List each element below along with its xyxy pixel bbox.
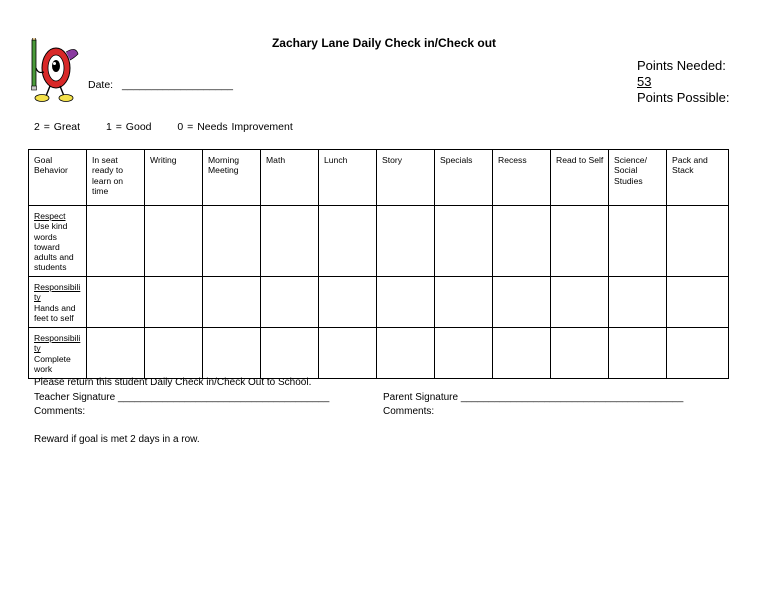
score-cell[interactable]	[667, 206, 729, 277]
header-cell: Goal Behavior	[29, 150, 87, 206]
table-row	[29, 277, 729, 328]
score-cell[interactable]	[87, 206, 145, 277]
goal-cell	[29, 206, 87, 277]
score-cell[interactable]	[145, 206, 203, 277]
goal-title: Responsibili ty	[34, 282, 81, 303]
score-cell[interactable]	[319, 328, 377, 379]
score-cell[interactable]	[261, 206, 319, 277]
score-cell[interactable]	[435, 328, 493, 379]
score-cell[interactable]	[319, 206, 377, 277]
score-cell[interactable]	[377, 206, 435, 277]
teacher-signature-line[interactable]: Teacher Signature ______________________________________	[34, 392, 330, 403]
header-cell: Math	[261, 150, 319, 206]
table-row	[29, 328, 729, 379]
score-cell[interactable]	[145, 328, 203, 379]
date-label: Date:	[88, 79, 114, 91]
header-cell: Pack and Stack	[667, 150, 729, 206]
points-possible-label: Points Possible:	[637, 90, 730, 105]
header-cell: Recess	[493, 150, 551, 206]
score-cell[interactable]	[667, 328, 729, 379]
header-cell: Story	[377, 150, 435, 206]
behavior-grid	[28, 149, 729, 379]
scale-needs-improvement: 0 = Needs Improvement	[177, 121, 293, 133]
score-cell[interactable]	[493, 328, 551, 379]
score-cell[interactable]	[493, 277, 551, 328]
goal-detail: Use kind words toward adults and students	[34, 221, 74, 273]
return-note: Please return this student Daily Check in/Check Out to School.	[34, 377, 312, 388]
score-cell[interactable]	[87, 328, 145, 379]
header-cell: Specials	[435, 150, 493, 206]
goal-title: Responsibili ty	[34, 333, 81, 354]
table-row	[29, 206, 729, 277]
score-cell[interactable]	[667, 277, 729, 328]
date-field[interactable]	[88, 79, 233, 91]
score-cell[interactable]	[377, 277, 435, 328]
score-cell[interactable]	[203, 277, 261, 328]
header-cell: Writing	[145, 150, 203, 206]
header-cell: In seat ready to learn on time	[87, 150, 145, 206]
scale-great: 2 = Great	[34, 121, 81, 133]
score-cell[interactable]	[609, 277, 667, 328]
rating-scale	[34, 121, 315, 133]
score-cell[interactable]	[203, 328, 261, 379]
score-cell[interactable]	[493, 206, 551, 277]
points-needed-value: 53	[637, 74, 652, 89]
score-cell[interactable]	[377, 328, 435, 379]
score-cell[interactable]	[261, 328, 319, 379]
header-row	[29, 150, 729, 206]
parent-signature-line[interactable]: Parent Signature ________________________________________	[383, 392, 684, 403]
scale-good: 1 = Good	[106, 121, 152, 133]
score-cell[interactable]	[435, 206, 493, 277]
date-blank[interactable]: ___________________	[122, 79, 233, 91]
score-cell[interactable]	[87, 277, 145, 328]
parent-comments-label: Comments:	[383, 406, 435, 417]
score-cell[interactable]	[609, 206, 667, 277]
score-cell[interactable]	[261, 277, 319, 328]
header-cell: Science/ Social Studies	[609, 150, 667, 206]
score-cell[interactable]	[319, 277, 377, 328]
header-cell: Morning Meeting	[203, 150, 261, 206]
points-needed-label: Points Needed:	[637, 58, 726, 73]
points-box	[637, 58, 730, 106]
header-cell: Lunch	[319, 150, 377, 206]
goal-cell	[29, 328, 87, 379]
score-cell[interactable]	[203, 206, 261, 277]
goal-cell	[29, 277, 87, 328]
goal-detail: Complete work	[34, 353, 71, 374]
score-cell[interactable]	[609, 328, 667, 379]
teacher-comments-label: Comments:	[34, 406, 86, 417]
goal-detail: Hands and feet to self	[34, 302, 76, 323]
score-cell[interactable]	[145, 277, 203, 328]
reward-note: Reward if goal is met 2 days in a row.	[34, 434, 200, 445]
goal-title: Respect	[34, 211, 66, 221]
pencil-eraser-mascot-icon	[26, 38, 82, 104]
header-cell: Read to Self	[551, 150, 609, 206]
score-cell[interactable]	[435, 277, 493, 328]
score-cell[interactable]	[551, 206, 609, 277]
page-title: Zachary Lane Daily Check in/Check out	[271, 36, 497, 50]
score-cell[interactable]	[551, 277, 609, 328]
score-cell[interactable]	[551, 328, 609, 379]
